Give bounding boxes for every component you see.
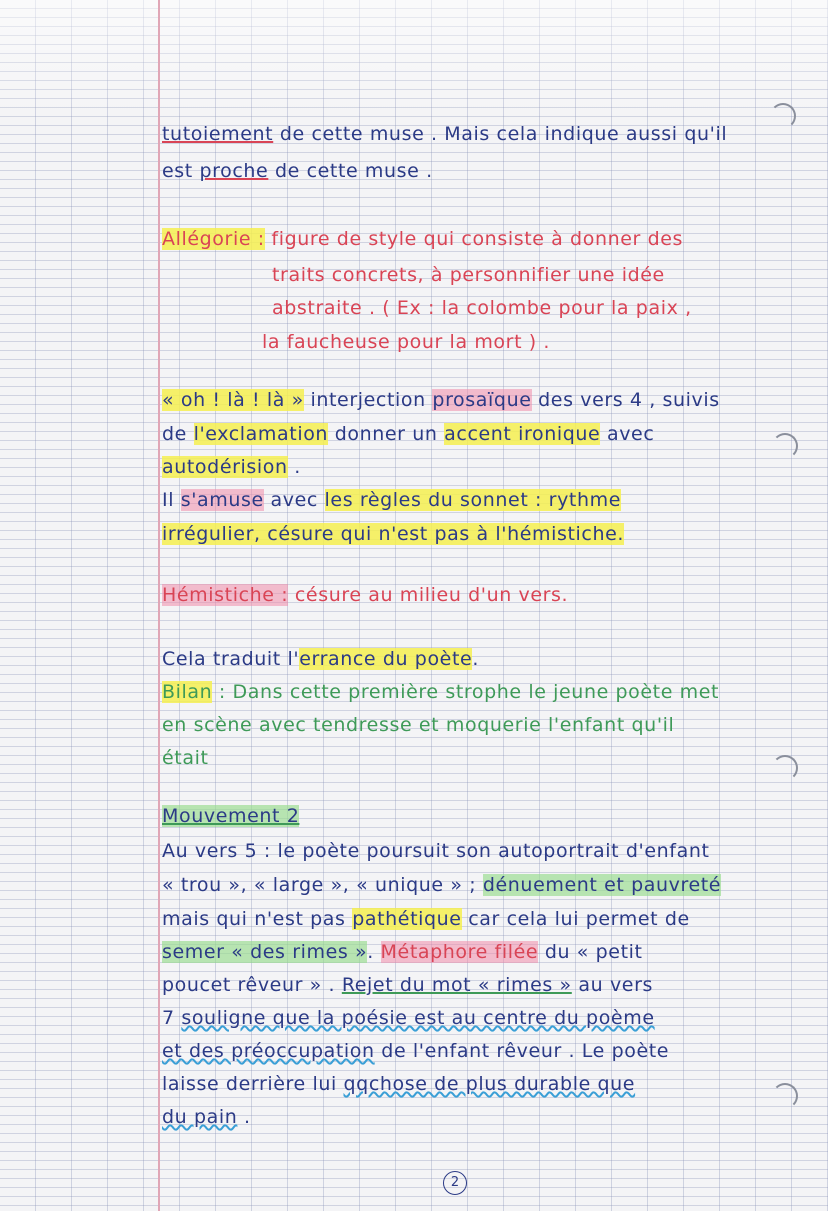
text-line bbox=[162, 681, 719, 703]
page-top-shading bbox=[0, 0, 828, 120]
text: la faucheuse pour la mort ) . bbox=[262, 331, 551, 353]
highlighted-phrase: les règles du sonnet : rythme bbox=[324, 489, 622, 511]
text: de cette muse . Mais cela indique aussi qu'il bbox=[273, 123, 728, 145]
highlighted-word: s'amuse bbox=[180, 489, 264, 511]
text: : Dans cette première strophe le jeune poète met bbox=[212, 681, 720, 703]
underlined-word: tutoiement bbox=[162, 123, 274, 145]
text: avec bbox=[600, 423, 655, 445]
text-line bbox=[162, 1073, 635, 1095]
text-line bbox=[162, 1007, 655, 1029]
section-heading bbox=[162, 805, 299, 827]
text: . bbox=[472, 648, 479, 670]
highlighted-word: accent ironique bbox=[444, 423, 601, 445]
text-line bbox=[162, 974, 653, 996]
text: traits concrets, à personnifier une idée bbox=[272, 264, 665, 286]
text: laisse derrière lui bbox=[162, 1073, 344, 1095]
text: des vers 4 , suivis bbox=[531, 389, 720, 411]
text-line bbox=[162, 423, 654, 445]
text-line bbox=[262, 331, 550, 353]
text: Cela traduit l' bbox=[162, 648, 300, 670]
text-line bbox=[162, 840, 710, 862]
text: poucet rêveur » . bbox=[162, 974, 342, 996]
text-line bbox=[162, 714, 674, 736]
text: du « petit bbox=[538, 941, 643, 963]
text: car cela lui permet de bbox=[461, 908, 690, 930]
text: abstraite . ( Ex : la colombe pour la paix , bbox=[272, 297, 692, 319]
text: mais qui n'est pas bbox=[162, 908, 353, 930]
underlined-phrase: Rejet du mot « rimes » bbox=[341, 974, 572, 996]
wavy-underlined-phrase: souligne que la poésie est au centre du poème bbox=[181, 1007, 655, 1029]
text-line bbox=[162, 874, 721, 896]
definition-term: Hémistiche : bbox=[162, 584, 289, 606]
text: était bbox=[162, 747, 209, 769]
page-number: 2 bbox=[443, 1171, 467, 1195]
text-line bbox=[272, 297, 692, 319]
highlighted-phrase: semer « des rimes » bbox=[162, 941, 368, 963]
definition-hemistiche bbox=[162, 584, 568, 606]
wavy-underlined-phrase: du pain bbox=[162, 1106, 238, 1128]
text: Au vers 5 : le poète poursuit son autoportrait d'enfant bbox=[162, 840, 710, 862]
text: césure au milieu d'un vers. bbox=[288, 584, 569, 606]
text-line bbox=[162, 456, 301, 478]
highlighted-phrase: dénuement et pauvreté bbox=[482, 874, 722, 896]
text-line bbox=[272, 264, 665, 286]
text: interjection bbox=[303, 389, 433, 411]
text: de cette muse . bbox=[268, 160, 433, 182]
text-line bbox=[162, 489, 621, 511]
text-line bbox=[162, 941, 643, 963]
text: . bbox=[237, 1106, 251, 1128]
text-line bbox=[162, 1106, 251, 1128]
text: en scène avec tendresse et moquerie l'enfant qu'il bbox=[162, 714, 675, 736]
highlighted-word: autodérision bbox=[162, 456, 288, 478]
text: figure de style qui consiste à donner des bbox=[264, 228, 684, 250]
text-line bbox=[162, 523, 624, 545]
text: est bbox=[162, 160, 200, 182]
text-line bbox=[162, 908, 690, 930]
text-line bbox=[162, 747, 209, 769]
text: avec bbox=[263, 489, 325, 511]
text: de bbox=[162, 423, 194, 445]
text: « trou », « large », « unique » ; bbox=[162, 874, 483, 896]
bilan-label: Bilan bbox=[162, 681, 213, 703]
highlighted-phrase: irrégulier, césure qui n'est pas à l'hémistiche. bbox=[162, 523, 625, 545]
binder-hole-mark bbox=[772, 1083, 798, 1109]
binder-hole-mark bbox=[772, 433, 798, 459]
text: . bbox=[287, 456, 301, 478]
text-line bbox=[162, 648, 479, 670]
highlighted-word: prosaïque bbox=[432, 389, 532, 411]
binder-hole-mark bbox=[770, 103, 796, 129]
text: Il bbox=[162, 489, 181, 511]
text-line bbox=[162, 160, 433, 182]
text: . bbox=[367, 941, 381, 963]
text-line bbox=[162, 389, 720, 411]
definition-allegorie bbox=[162, 228, 683, 250]
highlighted-phrase: errance du poète bbox=[299, 648, 473, 670]
text-line bbox=[162, 123, 727, 145]
text: 7 bbox=[162, 1007, 182, 1029]
section-title: Mouvement 2 bbox=[162, 805, 300, 827]
text-line bbox=[162, 1040, 669, 1062]
margin-line bbox=[158, 0, 160, 1211]
highlighted-phrase: Métaphore filée bbox=[380, 941, 539, 963]
underlined-word: proche bbox=[199, 160, 269, 182]
wavy-underlined-phrase: et des préoccupation bbox=[162, 1040, 375, 1062]
binder-hole-mark bbox=[772, 755, 798, 781]
highlighted-word: pathétique bbox=[352, 908, 462, 930]
text: au vers bbox=[571, 974, 654, 996]
wavy-underlined-phrase: qqchose de plus durable que bbox=[343, 1073, 636, 1095]
text: de l'enfant rêveur . Le poète bbox=[374, 1040, 670, 1062]
highlighted-quote: « oh ! là ! là » bbox=[162, 389, 304, 411]
highlighted-word: l'exclamation bbox=[193, 423, 329, 445]
definition-term: Allégorie : bbox=[162, 228, 265, 250]
text: donner un bbox=[328, 423, 445, 445]
